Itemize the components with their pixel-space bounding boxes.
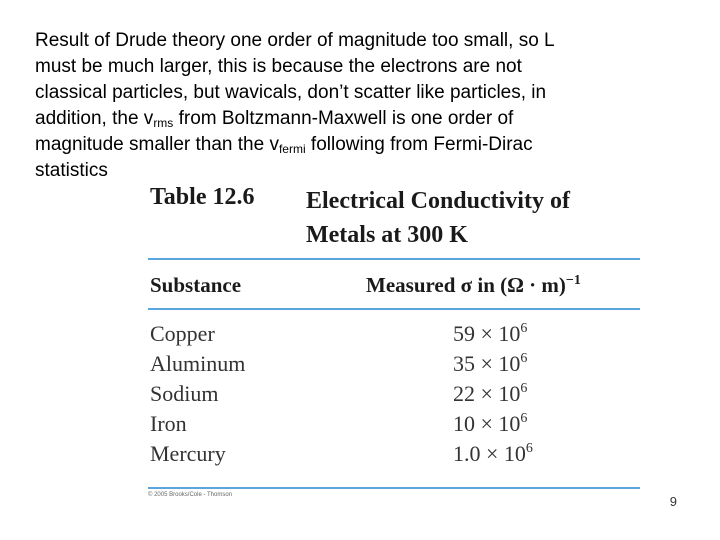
body-line: classical particles, but wavicals, don’t scatter like particles, in — [35, 82, 547, 103]
body-text-segment: addition, the v — [35, 108, 154, 129]
table-body — [148, 321, 640, 471]
substance-name: Sodium — [150, 381, 219, 406]
table-title-line: Electrical Conductivity of — [306, 188, 570, 214]
body-line — [35, 106, 675, 132]
header-rule — [148, 308, 640, 310]
body-line: statistics — [35, 160, 108, 181]
conductivity-mantissa: 10 × 10 — [453, 411, 521, 436]
table-bottom-rule — [148, 487, 640, 489]
conductivity-value — [453, 351, 527, 377]
column-header-measured — [366, 273, 581, 298]
body-line — [35, 132, 675, 158]
conductivity-mantissa: 1.0 × 10 — [453, 441, 526, 466]
conductivity-mantissa: 35 × 10 — [453, 351, 521, 376]
v-rms-subscript: rms — [153, 116, 174, 130]
conductivity-table-figure — [148, 180, 640, 500]
substance-name: Copper — [150, 321, 215, 346]
v-fermi-subscript: fermi — [278, 142, 306, 156]
table-row — [148, 351, 640, 381]
body-text-segment: magnitude smaller than the v — [35, 134, 279, 155]
conductivity-exponent: 6 — [525, 441, 533, 456]
copyright-credit: © 2005 Brooks/Cole - Thomson — [148, 492, 233, 498]
table-row — [148, 441, 640, 471]
table-row — [148, 381, 640, 411]
conductivity-exponent: 6 — [520, 321, 528, 336]
table-title — [306, 184, 570, 252]
table-title-line: Metals at 300 K — [306, 222, 468, 248]
column-header-substance: Substance — [150, 273, 242, 297]
conductivity-mantissa: 22 × 10 — [453, 381, 521, 406]
conductivity-exponent: 6 — [520, 351, 528, 366]
body-text-segment: following from Fermi-Dirac — [305, 134, 533, 155]
conductivity-mantissa: 59 × 10 — [453, 321, 521, 346]
table-row — [148, 321, 640, 351]
body-text-segment: from Boltzmann-Maxwell is one order of — [173, 108, 514, 129]
conductivity-value — [453, 411, 527, 437]
table-top-rule — [148, 258, 640, 260]
conductivity-value — [453, 441, 533, 467]
page-number: 9 — [669, 494, 677, 509]
body-text — [35, 28, 675, 184]
conductivity-value — [453, 321, 527, 347]
table-row — [148, 411, 640, 441]
table-number: Table 12.6 — [150, 184, 255, 210]
body-line: Result of Drude theory one order of magnitude too small, so L — [35, 30, 555, 51]
substance-name: Aluminum — [150, 351, 246, 376]
substance-name: Mercury — [150, 441, 226, 466]
conductivity-exponent: 6 — [520, 381, 528, 396]
column-header-measured-label: Measured σ in (Ω · m) — [366, 273, 566, 297]
column-header-exponent: −1 — [565, 273, 581, 288]
conductivity-value — [453, 381, 527, 407]
body-line: must be much larger, this is because the electrons are not — [35, 56, 522, 77]
conductivity-exponent: 6 — [520, 411, 528, 426]
substance-name: Iron — [150, 411, 187, 436]
